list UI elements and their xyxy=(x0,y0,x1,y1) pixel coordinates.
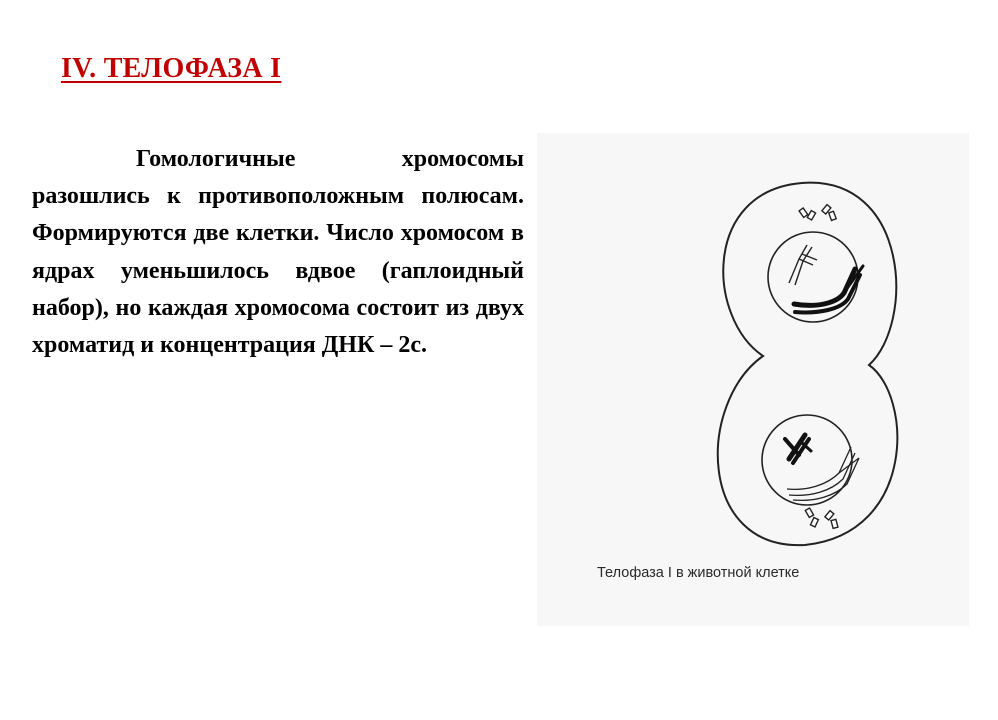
cell-illustration xyxy=(537,133,969,626)
upper-dark-chromosome-icon xyxy=(794,266,863,312)
lower-centrioles-icon xyxy=(805,508,838,528)
slide-body-text: Гомологичные хромосомы разошлись к противоположным полюсам. Формируются две клетки. Число хромосом в ядрах уменьшилось вдвое (гаплоидный набор), но каждая хромосома состоит из двух хроматид и концентрация ДНК – 2с. xyxy=(32,146,524,359)
upper-centrioles-icon xyxy=(799,205,836,221)
upper-light-chromosome-icon xyxy=(789,245,817,285)
upper-nucleus xyxy=(768,232,858,322)
slide-title: IV. ТЕЛОФАЗА I xyxy=(61,53,282,84)
telophase-figure xyxy=(537,133,969,626)
lower-nucleus xyxy=(762,415,852,505)
lower-dark-chromosome-icon xyxy=(785,435,811,463)
figure-caption: Телофаза I в животной клетке xyxy=(597,565,800,581)
cell-membrane-outline xyxy=(718,183,898,545)
